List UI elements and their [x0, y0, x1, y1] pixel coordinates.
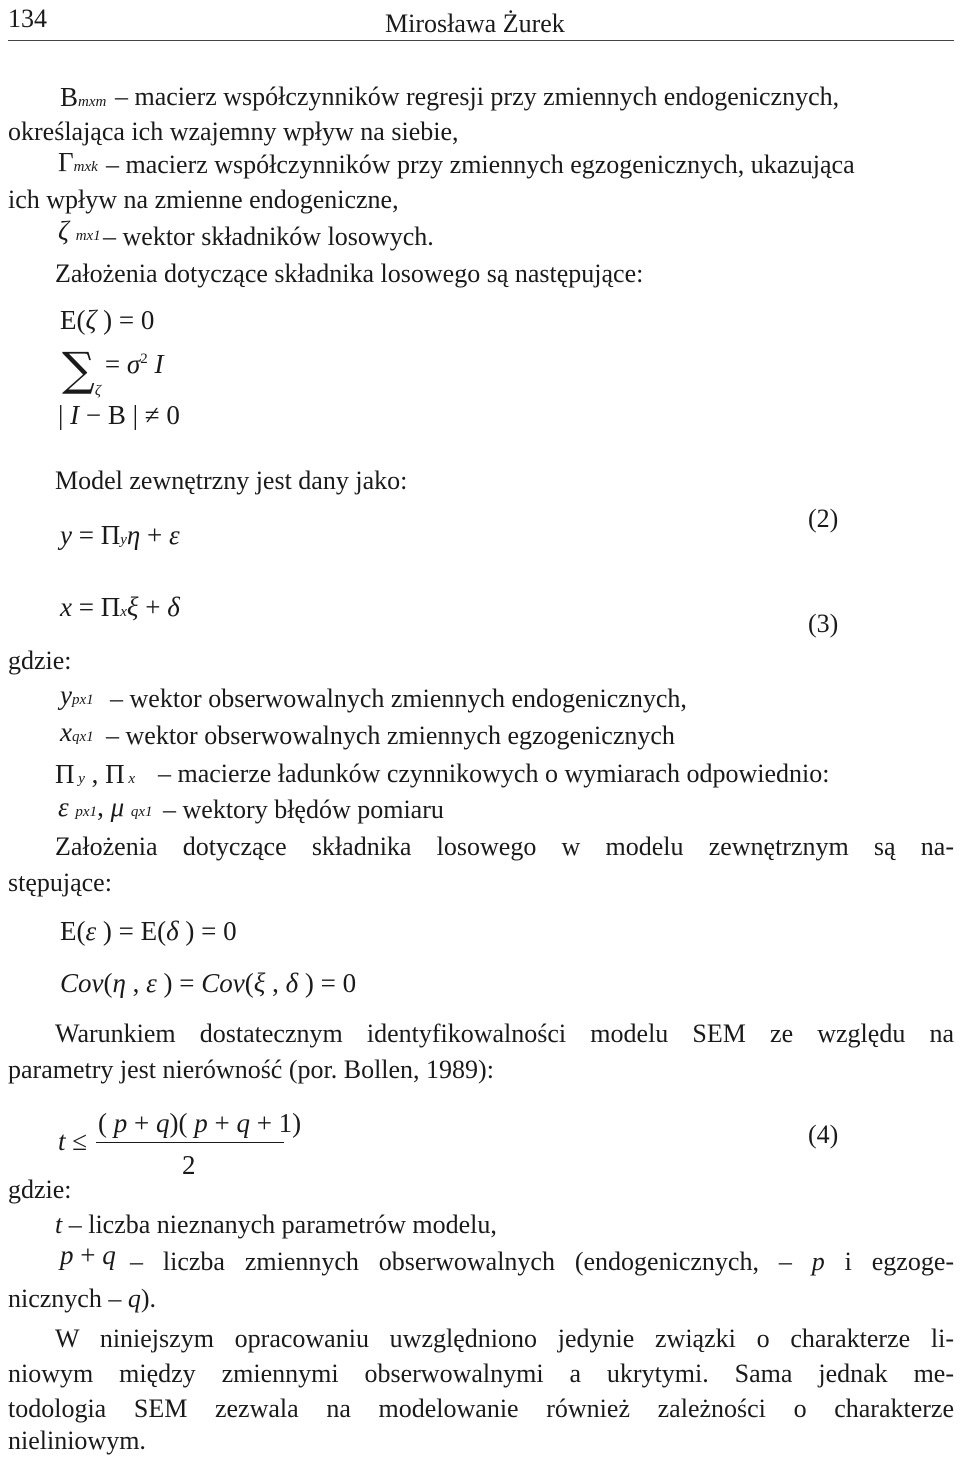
eq-expectation-eps-delta: E(ε ) = E(δ ) = 0 — [60, 916, 237, 946]
gdzie-label-2: gdzie: — [8, 1175, 72, 1204]
eq-2-formula: y = Πyη + ε — [60, 520, 180, 550]
def-zeta: – wektor składników losowych. — [103, 222, 434, 251]
def-Gamma-line1: – macierz współczynników przy zmiennych egzogenicznych, ukazująca — [106, 150, 855, 179]
symbol-eps-mu: ε px1, μ qx1 — [58, 792, 153, 822]
symbol-x-qx1: xqx1 — [60, 717, 94, 747]
eq-sigma-zeta: $\sum\zeta = \sigma^2$ I — [62, 342, 164, 399]
symbol-Gamma-mxk: Γmxk — [58, 147, 98, 177]
eq-4-numerator: ( p + q)( p + q + 1) — [98, 1108, 302, 1138]
def-y: – wektor obserwowalnych zmiennych endogenicznych, — [110, 684, 687, 713]
def-Pi: – macierze ładunków czynnikowych o wymiarach odpowiednio: — [158, 759, 830, 788]
final-paragraph-line2: niowym między zmiennymi obserwowalnymi a ukrytymi. Sama jednak me- — [8, 1359, 954, 1388]
def-B-line2: określająca ich wzajemny wpływ na siebie, — [8, 117, 459, 146]
model-intro: Model zewnętrzny jest dany jako: — [55, 466, 408, 495]
def-pq-line1: – liczba zmiennych obserwowalnych (endogenicznych, – p i egzoge- — [130, 1247, 955, 1276]
symbol-y-px1: ypx1 — [60, 680, 94, 710]
symbol-p-plus-q: p + q — [60, 1240, 116, 1270]
eq-4-lhs: t ≤ — [58, 1126, 88, 1156]
eq-4-fraction-bar — [96, 1142, 284, 1143]
eq-expectation-zeta: E(ζ ) = 0 — [60, 305, 155, 335]
symbol-zeta-mx1: ζ mx1 — [58, 216, 101, 246]
eq-2-number: (2) — [808, 504, 839, 533]
final-paragraph-line4: nieliniowym. — [8, 1426, 146, 1455]
def-Gamma-line2: ich wpływ na zmienne endogeniczne, — [8, 185, 399, 214]
gdzie-label-1: gdzie: — [8, 646, 72, 675]
final-paragraph-line1: W niniejszym opracowaniu uwzględniono jedynie związki o charakterze li- — [55, 1324, 954, 1353]
def-pq-line2: nicznych – q). — [8, 1284, 157, 1313]
identification-line2: parametry jest nierówność (por. Bollen, 1989): — [8, 1055, 494, 1084]
header-rule — [8, 40, 954, 41]
assumptions-intro: Założenia dotyczące składnika losowego są następujące: — [55, 259, 644, 288]
final-paragraph-line3: todologia SEM zezwala na modelowanie również zależności o charakterze — [8, 1394, 954, 1423]
assumptions2-line1: Założenia dotyczące składnika losowego w modelu zewnętrznym są na- — [55, 832, 954, 861]
eq-3-formula: x = Πxξ + δ — [60, 592, 180, 622]
eq-covariance: Cov(η , ε ) = Cov(ξ , δ ) = 0 — [60, 968, 357, 998]
running-head-author: Mirosława Żurek — [385, 9, 565, 38]
eq-det-I-B: | I − B | ≠ 0 — [58, 400, 180, 430]
def-B-line1: – macierz współczynników regresji przy zmiennych endogenicznych, — [115, 82, 840, 111]
symbol-B-mxm: Bmxm — [60, 82, 107, 112]
def-x: – wektor obserwowalnych zmiennych egzogenicznych — [106, 721, 675, 750]
eq-3-number: (3) — [808, 609, 839, 638]
page-number: 134 — [8, 4, 47, 33]
def-t: t – liczba nieznanych parametrów modelu, — [55, 1210, 497, 1239]
identification-line1: Warunkiem dostatecznym identyfikowalności modelu SEM ze względu na — [55, 1019, 954, 1048]
assumptions2-line2: stępujące: — [8, 868, 112, 897]
eq-4-denominator: 2 — [182, 1150, 196, 1180]
eq-4-number: (4) — [808, 1120, 839, 1149]
def-eps-mu: – wektory błędów pomiaru — [163, 795, 444, 824]
symbol-Pi-y-Pi-x: Π y , Π x — [55, 759, 136, 789]
